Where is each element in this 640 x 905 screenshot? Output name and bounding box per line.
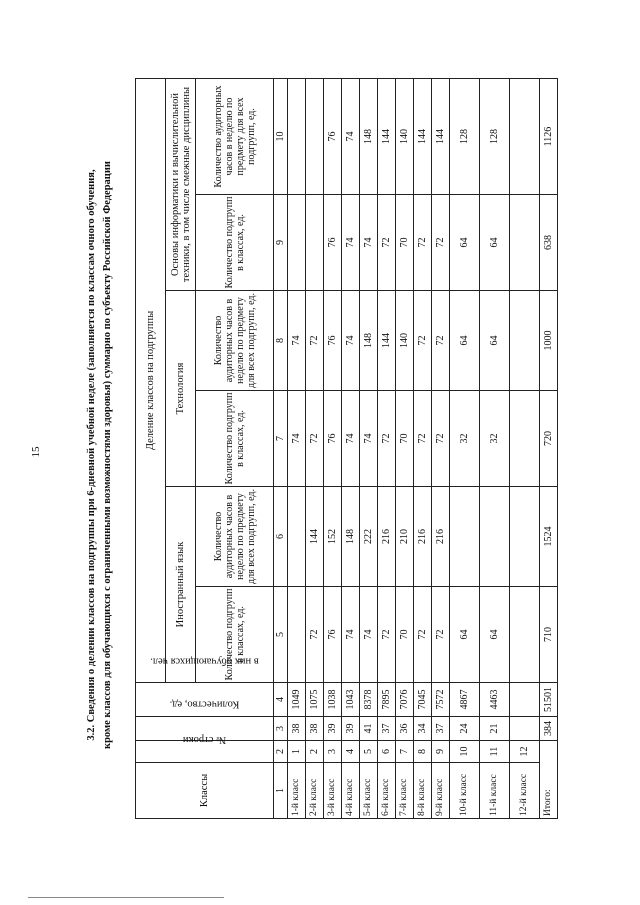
column-number: 5 xyxy=(274,587,288,683)
cell-c6 xyxy=(510,487,540,587)
cell-row: 8 xyxy=(414,741,432,763)
cell-c5: 72 xyxy=(432,587,450,683)
cell-c7: 76 xyxy=(324,391,342,487)
cell-c6: 148 xyxy=(342,487,360,587)
cell-c10: 144 xyxy=(432,79,450,195)
total-c5: 710 xyxy=(540,587,558,683)
cell-c6 xyxy=(288,487,306,587)
cell-c5 xyxy=(510,587,540,683)
table-row xyxy=(306,79,324,819)
cell-c10: 144 xyxy=(414,79,432,195)
cell-cls: 9-й класс xyxy=(432,763,450,819)
cell-cls: 4-й класс xyxy=(342,763,360,819)
subgroup-division-table xyxy=(135,78,558,819)
cell-c9 xyxy=(510,195,540,291)
cell-c6: 216 xyxy=(432,487,450,587)
table-row xyxy=(342,79,360,819)
cell-c7 xyxy=(510,391,540,487)
cell-stu: 4463 xyxy=(480,683,510,717)
cell-c6: 222 xyxy=(360,487,378,587)
cell-row: 9 xyxy=(432,741,450,763)
cell-stu: 1049 xyxy=(288,683,306,717)
column-number: 6 xyxy=(274,487,288,587)
cell-stu: 8378 xyxy=(360,683,378,717)
cell-c5: 64 xyxy=(480,587,510,683)
column-number: 9 xyxy=(274,195,288,291)
total-c7: 720 xyxy=(540,391,558,487)
cell-qty: 39 xyxy=(342,717,360,741)
cell-c10: 144 xyxy=(378,79,396,195)
page-number: 15 xyxy=(30,446,42,458)
cell-stu: 1038 xyxy=(324,683,342,717)
header-subgroups-foreign: Количество подгрупп в классах, ед. xyxy=(196,587,274,683)
cell-cls: 12-й класс xyxy=(510,763,540,819)
cell-qty: 38 xyxy=(288,717,306,741)
cell-c10: 74 xyxy=(342,79,360,195)
cell-c7: 72 xyxy=(306,391,324,487)
cell-stu: 1043 xyxy=(342,683,360,717)
header-hours-technology: Количество аудиторных часов в неделю по предмету для всех подгрупп, ед. xyxy=(196,291,274,391)
cell-qty: 36 xyxy=(396,717,414,741)
section-heading: 3.2. Сведения о делении классов на подгруппы при 6-дневной учебной неделе (заполняется по классам очного обучения, кроме классов для обучающихся с ограниченными возможностями здоровья) суммарно по субъекту Российской Федерации xyxy=(86,161,113,749)
cell-c7: 72 xyxy=(432,391,450,487)
cell-c8: 72 xyxy=(414,291,432,391)
cell-c10 xyxy=(306,79,324,195)
cell-c8: 76 xyxy=(324,291,342,391)
cell-c5: 74 xyxy=(342,587,360,683)
table-row xyxy=(324,79,342,819)
cell-stu xyxy=(510,683,540,717)
cell-cls: 7-й класс xyxy=(396,763,414,819)
header-technology: Технология xyxy=(166,291,196,487)
column-number: 1 xyxy=(274,763,288,819)
cell-c6: 210 xyxy=(396,487,414,587)
cell-cls: 2-й класс xyxy=(306,763,324,819)
cell-c5: 72 xyxy=(378,587,396,683)
cell-c5: 76 xyxy=(324,587,342,683)
cell-qty xyxy=(510,717,540,741)
cell-stu: 7076 xyxy=(396,683,414,717)
cell-c9: 72 xyxy=(378,195,396,291)
cell-c7: 74 xyxy=(342,391,360,487)
table-row xyxy=(432,79,450,819)
header-hours-foreign: Количество аудиторных часов в неделю по предмету для всех подгрупп, ед. xyxy=(196,487,274,587)
footnote-divider xyxy=(28,897,224,898)
cell-c9: 76 xyxy=(324,195,342,291)
cell-c10: 76 xyxy=(324,79,342,195)
total-c9: 638 xyxy=(540,195,558,291)
header-classes: Классы xyxy=(136,763,274,819)
cell-c7: 74 xyxy=(288,391,306,487)
column-number: 7 xyxy=(274,391,288,487)
total-label: Итого: xyxy=(540,741,558,819)
total-quantity: 384 xyxy=(540,717,558,741)
cell-qty: 41 xyxy=(360,717,378,741)
cell-c6: 144 xyxy=(306,487,324,587)
header-subgroups-informatics: Количество подгрупп в классах, ед. xyxy=(196,195,274,291)
header-subgroups-technology: Количество подгрупп в классах, ед. xyxy=(196,391,274,487)
cell-qty: 24 xyxy=(450,717,480,741)
cell-row: 10 xyxy=(450,741,480,763)
cell-c5: 72 xyxy=(306,587,324,683)
column-number: 10 xyxy=(274,79,288,195)
cell-c8: 74 xyxy=(342,291,360,391)
cell-c9: 72 xyxy=(414,195,432,291)
cell-row: 2 xyxy=(306,741,324,763)
cell-c8: 74 xyxy=(288,291,306,391)
cell-qty: 37 xyxy=(378,717,396,741)
cell-row: 7 xyxy=(396,741,414,763)
cell-c9 xyxy=(288,195,306,291)
cell-qty: 39 xyxy=(324,717,342,741)
cell-c9: 74 xyxy=(342,195,360,291)
cell-qty: 38 xyxy=(306,717,324,741)
table-row xyxy=(450,79,480,819)
cell-c5: 64 xyxy=(450,587,480,683)
cell-c8: 144 xyxy=(378,291,396,391)
total-c8: 1000 xyxy=(540,291,558,391)
cell-c10 xyxy=(288,79,306,195)
header-informatics: Основы информатики и вычислительной техники, в том числе смежные дисциплины xyxy=(166,79,196,291)
subgroup-division-table-wrapper xyxy=(135,79,554,819)
cell-c5: 72 xyxy=(414,587,432,683)
cell-c10: 148 xyxy=(360,79,378,195)
cell-cls: 11-й класс xyxy=(480,763,510,819)
table-row xyxy=(480,79,510,819)
cell-c8: 140 xyxy=(396,291,414,391)
cell-c6 xyxy=(450,487,480,587)
cell-qty: 34 xyxy=(414,717,432,741)
cell-stu: 1075 xyxy=(306,683,324,717)
cell-c10: 128 xyxy=(480,79,510,195)
cell-c6: 152 xyxy=(324,487,342,587)
header-foreign-language: Иностранный язык xyxy=(166,487,196,683)
total-c6: 1524 xyxy=(540,487,558,587)
cell-cls: 3-й класс xyxy=(324,763,342,819)
cell-c8: 148 xyxy=(360,291,378,391)
cell-c7: 70 xyxy=(396,391,414,487)
column-number: 2 xyxy=(274,741,288,763)
cell-stu: 7572 xyxy=(432,683,450,717)
cell-row: 5 xyxy=(360,741,378,763)
table-row xyxy=(378,79,396,819)
column-number: 8 xyxy=(274,291,288,391)
cell-c8: 72 xyxy=(306,291,324,391)
table-row xyxy=(510,79,540,819)
cell-c5: 70 xyxy=(396,587,414,683)
cell-cls: 5-й класс xyxy=(360,763,378,819)
cell-row: 4 xyxy=(342,741,360,763)
cell-c6: 216 xyxy=(378,487,396,587)
cell-qty: 37 xyxy=(432,717,450,741)
cell-row: 12 xyxy=(510,741,540,763)
cell-c9 xyxy=(306,195,324,291)
cell-c10 xyxy=(510,79,540,195)
column-number-row xyxy=(274,79,288,819)
header-row-number xyxy=(136,733,274,763)
cell-row: 6 xyxy=(378,741,396,763)
cell-cls: 1-й класс xyxy=(288,763,306,819)
cell-row: 1 xyxy=(288,741,306,763)
cell-cls: 10-й класс xyxy=(450,763,480,819)
total-row xyxy=(540,79,558,819)
cell-c10: 128 xyxy=(450,79,480,195)
table-row xyxy=(288,79,306,819)
cell-cls: 8-й класс xyxy=(414,763,432,819)
cell-c5: 74 xyxy=(360,587,378,683)
cell-c7: 32 xyxy=(480,391,510,487)
cell-c7: 72 xyxy=(414,391,432,487)
table-row xyxy=(396,79,414,819)
cell-c5 xyxy=(288,587,306,683)
table-row xyxy=(414,79,432,819)
table-body xyxy=(288,79,558,819)
cell-c8 xyxy=(510,291,540,391)
cell-c7: 74 xyxy=(360,391,378,487)
cell-c7: 72 xyxy=(378,391,396,487)
header-students-label: в них обучающихся чел. xyxy=(150,655,259,667)
cell-c8: 64 xyxy=(450,291,480,391)
table-row xyxy=(360,79,378,819)
total-c10: 1126 xyxy=(540,79,558,195)
cell-c9: 64 xyxy=(450,195,480,291)
cell-qty: 21 xyxy=(480,717,510,741)
cell-c7: 32 xyxy=(450,391,480,487)
cell-stu: 7045 xyxy=(414,683,432,717)
total-students: 51501 xyxy=(540,683,558,717)
column-number: 3 xyxy=(274,717,288,741)
column-number: 4 xyxy=(274,683,288,717)
cell-c6: 216 xyxy=(414,487,432,587)
cell-c9: 64 xyxy=(480,195,510,291)
cell-stu: 7895 xyxy=(378,683,396,717)
header-quantity-label: Количество, ед. xyxy=(169,698,240,710)
cell-cls: 6-й класс xyxy=(378,763,396,819)
cell-stu: 4867 xyxy=(450,683,480,717)
cell-c9: 70 xyxy=(396,195,414,291)
header-row-number-label: № строки xyxy=(182,733,227,745)
cell-c9: 74 xyxy=(360,195,378,291)
cell-c9: 72 xyxy=(432,195,450,291)
header-row-1 xyxy=(136,79,166,819)
cell-c8: 64 xyxy=(480,291,510,391)
cell-c10: 140 xyxy=(396,79,414,195)
cell-row: 3 xyxy=(324,741,342,763)
header-division: Деление классов на подгруппы xyxy=(136,79,166,683)
cell-row: 11 xyxy=(480,741,510,763)
cell-c6 xyxy=(480,487,510,587)
cell-c8: 72 xyxy=(432,291,450,391)
header-hours-informatics: Количество аудиторных часов в неделю по предмету для всех подгрупп, ед. xyxy=(196,79,274,195)
